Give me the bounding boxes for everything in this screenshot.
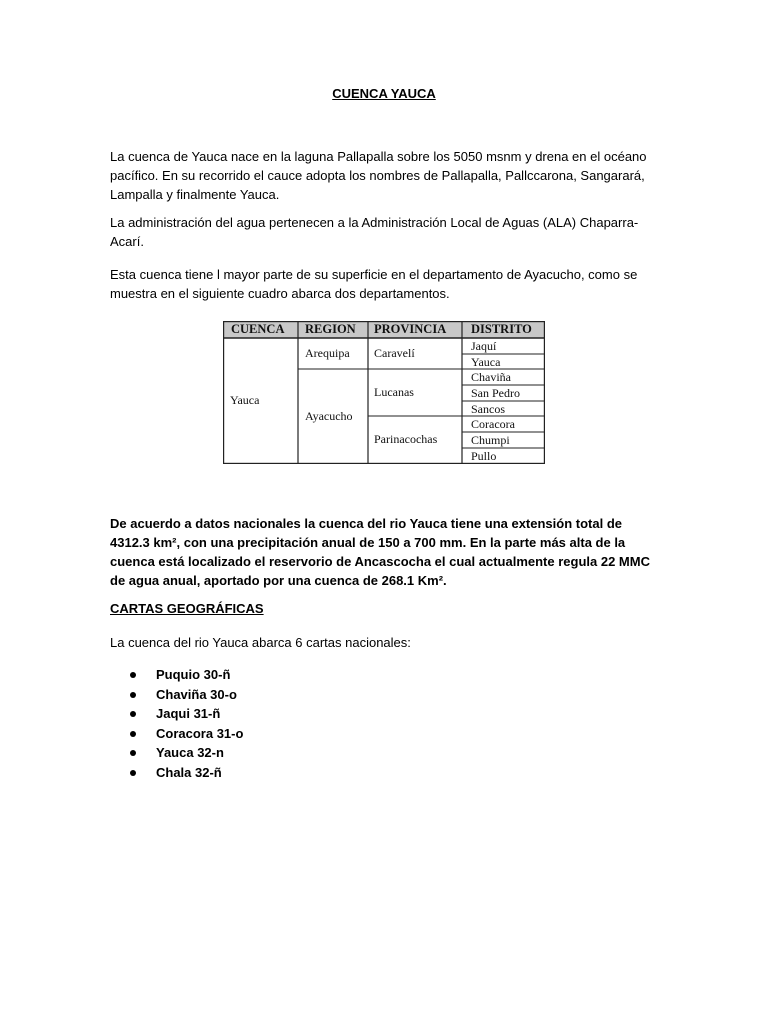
- cell-province-lucanas: Lucanas: [374, 385, 414, 399]
- basin-table: [223, 321, 545, 464]
- bullet-icon: [130, 711, 136, 717]
- cell-district: Yauca: [471, 355, 501, 369]
- bullet-icon: [130, 692, 136, 698]
- cell-region-ayacucho: Ayacucho: [305, 409, 353, 423]
- cell-province-caraveli: Caravelí: [374, 346, 415, 360]
- paragraph-extension: De acuerdo a datos nacionales la cuenca del rio Yauca tiene una extensión total de 4312.3 km², con una precipitación anual de 150 a 700 mm. En la parte más alta de la cuenca está localizado el reservorio de Ancascocha el cual actualmente regula 22 MMC de agua anual, aportado por una cuenca de 268.1 Km².: [110, 516, 650, 588]
- bullet-icon: [130, 750, 136, 756]
- cell-province-parinacochas: Parinacochas: [374, 432, 438, 446]
- header-cuenca: CUENCA: [231, 322, 285, 336]
- list-item: Puquio 30-ñ: [130, 665, 243, 685]
- header-provincia: PROVINCIA: [374, 322, 447, 336]
- paragraph-administration: La administración del agua pertenecen a la Administración Local de Aguas (ALA) Chaparra-Acarí.: [110, 215, 639, 249]
- list-item: Yauca 32-n: [130, 743, 243, 763]
- cell-district: San Pedro: [471, 386, 520, 400]
- list-item: Chaviña 30-o: [130, 685, 243, 705]
- cell-region-arequipa: Arequipa: [305, 346, 350, 360]
- cell-district: Pullo: [471, 449, 497, 463]
- list-item: Coracora 31-o: [130, 724, 243, 744]
- cell-cuenca: Yauca: [230, 393, 260, 407]
- cell-district: Sancos: [471, 402, 505, 416]
- paragraph-origin: La cuenca de Yauca nace en la laguna Pallapalla sobre los 5050 msnm y drena en el océano pacífico. En su recorrido el cauce adopta los nombres de Pallapalla, Pallccarona, Sangarará, Lampalla y finalmente Yauca.: [110, 149, 647, 202]
- section-heading-cartas: CARTAS GEOGRÁFICAS: [110, 601, 264, 616]
- header-region: REGION: [305, 322, 356, 336]
- cell-district: Coracora: [471, 417, 515, 431]
- list-item: Jaqui 31-ñ: [130, 704, 243, 724]
- cell-district: Jaquí: [471, 339, 497, 353]
- bullet-icon: [130, 672, 136, 678]
- paragraph-surface: Esta cuenca tiene l mayor parte de su superficie en el departamento de Ayacucho, como se muestra en el siguiente cuadro abarca dos departamentos.: [110, 267, 638, 301]
- cartas-list: [130, 665, 243, 783]
- cell-district: Chaviña: [471, 370, 511, 384]
- bullet-icon: [130, 770, 136, 776]
- bullet-icon: [130, 731, 136, 737]
- paragraph-cartas-intro: La cuenca del rio Yauca abarca 6 cartas nacionales:: [110, 635, 411, 650]
- page-title: CUENCA YAUCA: [332, 86, 436, 101]
- header-distrito: DISTRITO: [471, 322, 532, 336]
- cell-district: Chumpi: [471, 433, 510, 447]
- list-item: Chala 32-ñ: [130, 763, 243, 783]
